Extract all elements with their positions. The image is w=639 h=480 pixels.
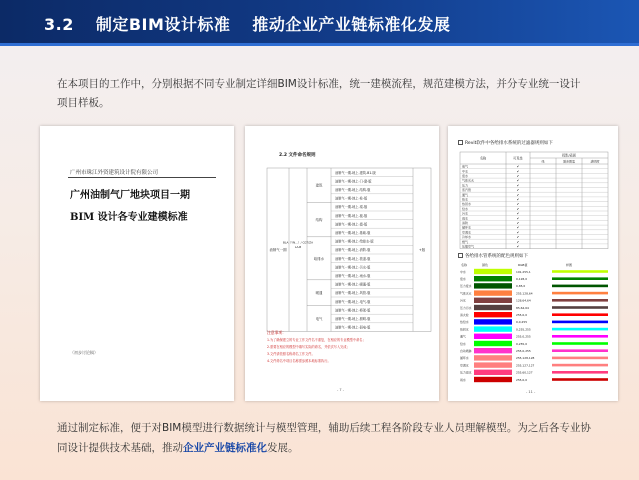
- color-name: 雨水: [460, 377, 466, 382]
- color-sample-line: [552, 306, 608, 309]
- color-swatch: [474, 370, 512, 375]
- color-name: 中水: [460, 269, 466, 274]
- code-label-part: BLA（YN…）/ CGT/ZA: [283, 240, 313, 245]
- color-name: 压力雨水: [460, 370, 472, 375]
- check-icon: ✔: [516, 230, 520, 235]
- summary-text-1: 通过制定标准，便于对BIM模型进行数据统计与模型管理，辅助后续工程各阶段专业人员理解模型。为之后各专业协同设计提供技术基础，推动: [57, 422, 591, 454]
- color-name: 气体灭火: [460, 291, 472, 296]
- color-sample-line: [552, 335, 608, 338]
- filter-rules-heading-text: Revit软件中各给排水系统的过滤器规则如下: [465, 141, 553, 146]
- color-sample-line: [552, 292, 608, 295]
- naming-row: 油制气一期-地上-结构-版: [335, 188, 371, 192]
- system-name: 雨水: [462, 216, 469, 221]
- color-rgb: 255,0,0: [516, 313, 528, 317]
- color-rgb: 85,64,64: [516, 305, 529, 310]
- page-number: - 7 -: [337, 388, 344, 392]
- color-sample-line: [552, 342, 608, 345]
- bullet-icon: [458, 140, 463, 145]
- color-name: 压力污水: [460, 305, 472, 310]
- header-name: 名称: [461, 263, 468, 267]
- color-swatch: [474, 334, 512, 339]
- section-number: 3.2: [44, 15, 74, 34]
- system-name: 通气: [462, 192, 469, 197]
- check-icon: ✔: [516, 221, 520, 225]
- system-name: 废气: [462, 164, 469, 169]
- color-name: 压力废水: [460, 284, 472, 289]
- header-color: 颜色: [482, 263, 489, 267]
- naming-row: 油制气一期-地上-管道-版: [335, 256, 371, 261]
- check-icon: ✔: [516, 197, 520, 202]
- code-label: [283, 241, 313, 250]
- check-icon: ✔: [516, 216, 520, 221]
- check-icon: ✔: [516, 239, 520, 244]
- cover-title-line1: 广州油制气厂地块项目一期: [70, 190, 190, 201]
- naming-rules-page: [245, 126, 439, 401]
- system-name: 压缩空气: [462, 244, 475, 249]
- standard-cover-page: [40, 126, 234, 401]
- naming-row: 油制气一期-地上-桥架-版: [335, 308, 371, 313]
- check-icon: ✔: [516, 183, 520, 188]
- color-name: 废水: [460, 277, 466, 281]
- naming-heading: 2.2 文件命名规则: [279, 153, 316, 158]
- system-name: 中水: [462, 169, 469, 174]
- color-swatch: [474, 298, 512, 303]
- color-sample-line: [552, 378, 608, 381]
- color-rules-page: [448, 126, 618, 401]
- naming-row: 油制气一期-地上-板-版: [335, 213, 368, 218]
- check-icon: ✔: [516, 211, 520, 216]
- color-name: 通气: [460, 334, 466, 339]
- title-sub: 推动企业产业链标准化发展: [252, 15, 451, 34]
- system-name: 燃气: [462, 239, 469, 244]
- color-sample-line: [552, 285, 608, 288]
- system-name: 蒸汽管: [462, 188, 472, 193]
- check-icon: ✔: [516, 188, 520, 193]
- color-rgb: 255,128,128: [516, 356, 535, 361]
- cover-version: （初步讨论稿）: [70, 350, 98, 355]
- stage-label: 暖通: [315, 291, 323, 296]
- color-swatch: [474, 362, 512, 367]
- color-rgb: 191,255,1: [516, 269, 531, 274]
- color-sample-line: [552, 371, 608, 374]
- system-name: 废水: [462, 174, 469, 178]
- system-name: 气体灭火: [462, 178, 475, 183]
- color-name: 循环水: [460, 356, 469, 361]
- color-swatch: [474, 276, 512, 281]
- color-rgb: 0,0,255: [516, 320, 528, 325]
- color-rgb: 255,128,64: [516, 291, 533, 296]
- check-icon: ✔: [516, 164, 520, 169]
- naming-row: 油制气一期-地上-照明-版: [335, 317, 371, 321]
- color-rgb: 0,255,0: [516, 341, 528, 346]
- color-name: 自动喷淋: [460, 349, 472, 353]
- naming-row: 油制气一期-地上-梁-版: [335, 205, 368, 210]
- color-rgb: 255,60,127: [516, 370, 533, 375]
- color-sample-line: [552, 321, 608, 324]
- system-name: 给水: [462, 206, 469, 211]
- slide-title: [44, 12, 450, 35]
- color-rules-heading: [458, 253, 528, 259]
- color-swatch: [474, 283, 512, 288]
- naming-row: 油制气一期-地上-墙-版: [335, 222, 368, 227]
- color-swatch: [474, 269, 512, 274]
- table-border: [460, 152, 608, 249]
- subheader-transparency: 透明度: [590, 159, 600, 164]
- check-icon: ✔: [516, 174, 520, 178]
- summary-paragraph: [57, 418, 597, 458]
- naming-row: 油制气一期-地上-柱-版: [335, 196, 368, 201]
- naming-row: 油制气一期-地上-污水-版: [335, 265, 371, 270]
- color-sample-line: [552, 349, 608, 352]
- color-swatch: [474, 290, 512, 295]
- system-name: 循环水: [462, 225, 472, 230]
- divider: [68, 177, 216, 178]
- subheader-pattern: 填充图案: [562, 159, 576, 164]
- color-rgb: 0,255,255: [516, 327, 531, 332]
- header-name: 名称: [479, 156, 487, 161]
- color-rules-heading-text: 各给排水管系统的配色规则如下: [465, 254, 528, 259]
- color-swatch: [474, 319, 512, 324]
- color-name: 消火栓: [460, 313, 469, 317]
- color-name: 污水: [460, 298, 466, 303]
- system-name: 热水: [462, 197, 469, 202]
- color-sample-line: [552, 299, 608, 302]
- check-icon: ✔: [516, 202, 520, 207]
- filter-rules-heading: [458, 140, 553, 146]
- color-rgb: 0,128,0: [516, 277, 528, 281]
- stage-label: 电气: [315, 317, 323, 321]
- color-sample-line: [552, 313, 608, 316]
- bullet-icon: [458, 253, 463, 258]
- intro-paragraph: 在本项目的工作中，分别根据不同专业制定详细BIM设计标准，统一建模流程，规范建模方法，并分专业统一设计项目样板。: [57, 78, 581, 109]
- note-item: 2.需要在相应的模型中填写实际的命名，并依次写入完成；: [267, 345, 350, 349]
- naming-row: 油制气一期-地上-风管-版: [335, 291, 371, 296]
- check-icon: ✔: [516, 244, 520, 249]
- color-rgb: 255,0,255: [516, 334, 531, 339]
- naming-row: 油制气一期-地上-消防-版: [335, 248, 371, 253]
- stage-label: 建筑: [315, 183, 323, 188]
- subheader-line: 线: [541, 159, 545, 164]
- header-projection: 投影/表面: [562, 153, 576, 158]
- filter-rules-table: [448, 150, 618, 250]
- color-rgb: 0,85,0: [516, 284, 526, 289]
- color-rgb: 255,127,127: [516, 363, 535, 368]
- title-bar: [0, 0, 639, 46]
- check-icon: ✔: [516, 192, 520, 197]
- color-swatch: [474, 341, 512, 346]
- system-name: 空调水: [462, 230, 472, 235]
- check-icon: ✔: [516, 178, 520, 183]
- title-main: 制定BIM设计标准: [95, 15, 231, 34]
- color-rgb: 255,0,255: [516, 349, 531, 353]
- note-item: 1.为了确保建立的专业工作文件名不重复，在相应的专业模型中命名；: [267, 338, 366, 342]
- summary-text-2: 发展。: [267, 442, 299, 454]
- check-icon: ✔: [516, 169, 520, 174]
- page-number: - 11 -: [526, 390, 536, 394]
- cover-title-line2: BIM 设计各专业建模标准: [70, 212, 188, 223]
- color-sample-line: [552, 364, 608, 367]
- color-swatch: [474, 355, 512, 360]
- stage-label: 给排水: [313, 256, 325, 261]
- color-name: 热回水: [460, 327, 469, 332]
- check-icon: ✔: [516, 235, 520, 240]
- naming-row: 油制气一期-地上-雨水-版: [335, 274, 371, 278]
- naming-row: 油制气一期-地上-暖通-版: [335, 282, 371, 287]
- color-sample-line: [552, 270, 608, 273]
- version-label: +版: [418, 248, 426, 253]
- notes-title: 注意事项：: [267, 330, 286, 335]
- system-name: 污水: [462, 211, 469, 216]
- color-sample-line: [552, 328, 608, 331]
- system-name: 热回水: [462, 202, 472, 207]
- project-label: 油制气一期: [269, 248, 287, 253]
- color-rgb: 128,64,64: [516, 298, 531, 303]
- naming-row: 油制气一期-地上-给排水-版: [335, 239, 374, 244]
- color-swatch: [474, 312, 512, 317]
- company-name: 广州市珠江外资建筑设计院有限公司: [70, 170, 159, 176]
- check-icon: ✔: [516, 225, 520, 230]
- color-rules-table: [448, 262, 618, 390]
- header-visibility: 可见性: [513, 156, 523, 161]
- code-label-part: LA-B: [294, 245, 302, 250]
- color-name: 空调水: [460, 363, 469, 368]
- naming-row: 油制气一期-地上-建筑-B1-版: [335, 170, 376, 175]
- check-icon: ✔: [516, 206, 520, 211]
- color-swatch: [474, 348, 512, 353]
- color-swatch: [474, 305, 512, 310]
- color-swatch: [474, 326, 512, 331]
- system-name: 消防: [462, 221, 469, 225]
- naming-row: 油制气一期-地上-电气-版: [335, 299, 371, 304]
- color-sample-line: [552, 357, 608, 360]
- note-item: 4.文件命名中项目名称需参照本地标准执行。: [267, 359, 331, 363]
- note-item: 3.文件请依照名称命名工作文件。: [267, 352, 315, 356]
- color-name: 给水: [460, 341, 466, 346]
- summary-highlight: 企业产业链标准化: [183, 442, 267, 454]
- system-name: 压力: [462, 183, 469, 188]
- naming-row: 油制气一期-地上-弱电-版: [335, 325, 371, 330]
- system-name: 冷却水: [462, 235, 472, 240]
- naming-row: 油制气一期-地上-门-窗-版: [335, 179, 372, 184]
- header-sample: 样图: [566, 263, 573, 267]
- color-name: 热给水: [460, 320, 469, 325]
- stage-label: 结构: [315, 218, 323, 223]
- color-rgb: 255,0,0: [516, 377, 528, 382]
- color-swatch: [474, 377, 512, 382]
- header-rgb: RGB值: [518, 263, 528, 267]
- naming-row: 油制气一期-地上-基础-版: [335, 231, 371, 235]
- color-sample-line: [552, 277, 608, 280]
